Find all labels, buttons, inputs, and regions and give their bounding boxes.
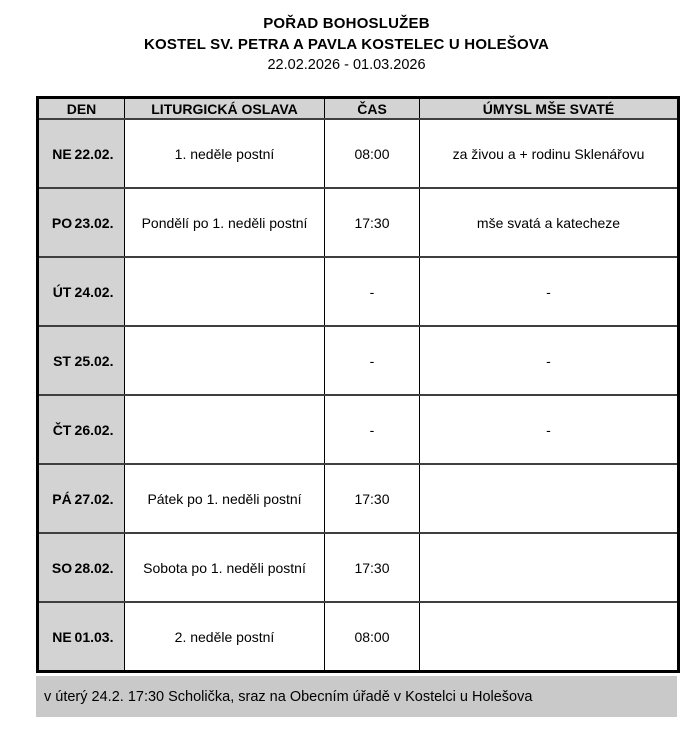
liturgy-cell: Pátek po 1. neděli postní <box>125 464 325 533</box>
table-row <box>38 257 679 326</box>
mass-schedule-table <box>36 96 680 673</box>
intention-cell: - <box>420 395 679 464</box>
day-cell <box>38 326 125 395</box>
day-cell <box>38 257 125 326</box>
day-date: 01.03. <box>74 628 114 645</box>
liturgy-cell: 2. neděle postní <box>125 602 325 672</box>
day-abbrev: NE <box>52 628 72 645</box>
table-row <box>38 326 679 395</box>
day-abbrev: NE <box>52 145 72 162</box>
day-abbrev: ÚT <box>52 283 72 300</box>
time-cell: 08:00 <box>325 119 420 188</box>
column-header-time: ČAS <box>325 98 420 120</box>
intention-cell: - <box>420 257 679 326</box>
intention-cell <box>420 602 679 672</box>
day-cell <box>38 533 125 602</box>
day-abbrev: PÁ <box>52 490 72 507</box>
column-header-liturgy: LITURGICKÁ OSLAVA <box>125 98 325 120</box>
time-cell: 17:30 <box>325 533 420 602</box>
day-abbrev: PO <box>51 214 73 231</box>
liturgy-cell <box>125 395 325 464</box>
time-cell: - <box>325 326 420 395</box>
time-cell: 08:00 <box>325 602 420 672</box>
table-row <box>38 188 679 257</box>
date-range: 22.02.2026 - 01.03.2026 <box>267 57 426 73</box>
day-cell <box>38 464 125 533</box>
day-cell <box>38 395 125 464</box>
day-cell <box>38 119 125 188</box>
table-row <box>38 395 679 464</box>
column-header-intention: ÚMYSL MŠE SVATÉ <box>420 98 679 120</box>
intention-cell: za živou a + rodinu Sklenářovu <box>420 119 679 188</box>
day-abbrev: SO <box>51 559 73 576</box>
intention-cell <box>420 533 679 602</box>
day-date: 27.02. <box>74 490 114 507</box>
intention-cell: - <box>420 326 679 395</box>
liturgy-cell: Pondělí po 1. neděli postní <box>125 188 325 257</box>
day-cell <box>38 188 125 257</box>
day-cell <box>38 602 125 672</box>
time-cell: - <box>325 257 420 326</box>
time-cell: 17:30 <box>325 188 420 257</box>
table-row <box>38 464 679 533</box>
liturgy-cell: Sobota po 1. neděli postní <box>125 533 325 602</box>
church-name: KOSTEL SV. PETRA A PAVLA KOSTELEC U HOLEŠOVA <box>144 36 549 53</box>
announcement-note: v úterý 24.2. 17:30 Scholička, sraz na Obecním úřadě v Kostelci u Holešova <box>36 676 677 717</box>
day-date: 26.02. <box>74 421 114 438</box>
intention-cell <box>420 464 679 533</box>
title-block <box>0 13 693 76</box>
liturgy-cell <box>125 257 325 326</box>
table-row <box>38 119 679 188</box>
table-header-row <box>38 98 679 120</box>
table-row <box>38 533 679 602</box>
liturgy-cell <box>125 326 325 395</box>
intention-cell: mše svatá a katecheze <box>420 188 679 257</box>
day-date: 25.02. <box>74 352 114 369</box>
day-date: 28.02. <box>74 559 114 576</box>
liturgy-cell: 1. neděle postní <box>125 119 325 188</box>
time-cell: - <box>325 395 420 464</box>
day-abbrev: ST <box>53 352 71 369</box>
column-header-day: DEN <box>38 98 125 120</box>
day-date: 22.02. <box>74 145 114 162</box>
day-date: 23.02. <box>74 214 114 231</box>
day-date: 24.02. <box>74 283 114 300</box>
time-cell: 17:30 <box>325 464 420 533</box>
table-row <box>38 602 679 672</box>
day-abbrev: ČT <box>52 421 72 438</box>
page-title: POŘAD BOHOSLUŽEB <box>263 15 430 32</box>
